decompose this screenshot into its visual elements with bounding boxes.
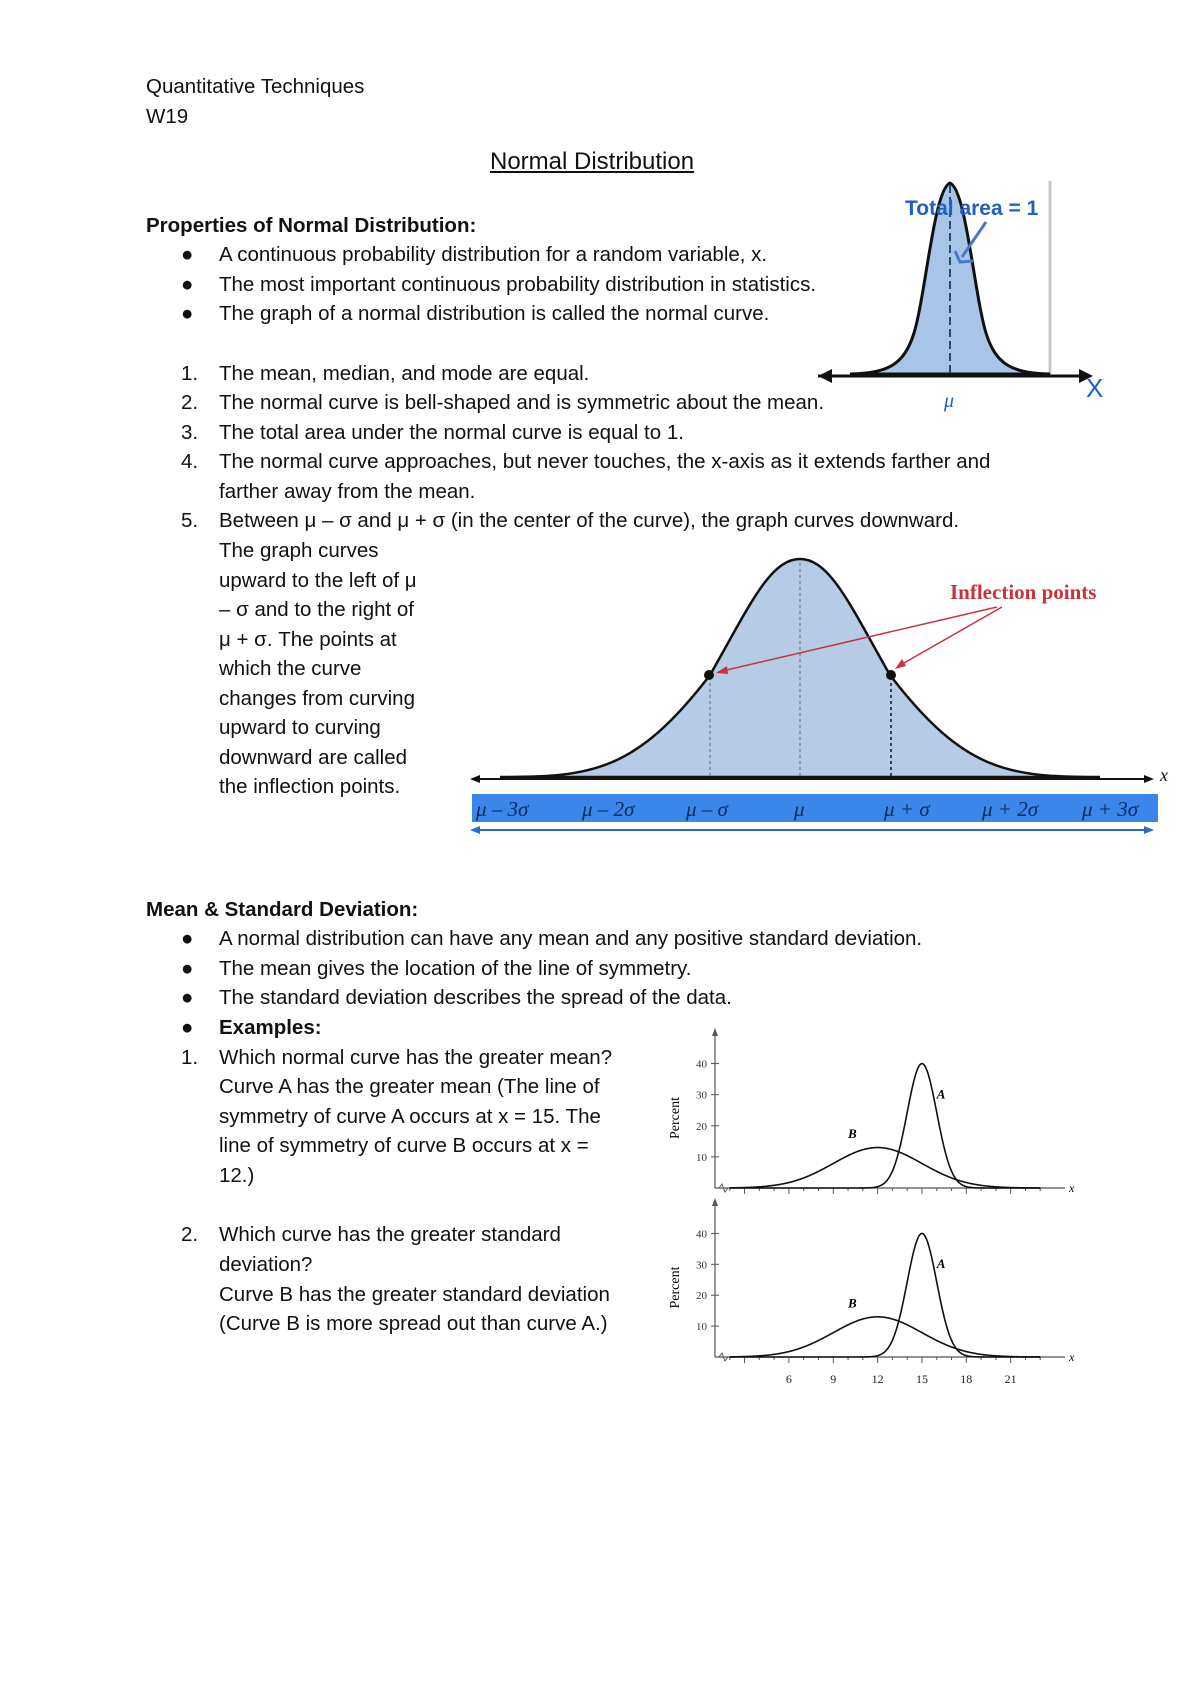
- item-text: The mean, median, and mode are equal.: [219, 362, 590, 385]
- tick-minus-2-sigma: μ – 2σ: [582, 797, 635, 821]
- x-axis-label: x: [1069, 1181, 1075, 1195]
- mu-label: μ: [944, 390, 955, 412]
- x-axis-label: x: [1160, 765, 1168, 785]
- normal-curve-figure: [810, 175, 1104, 412]
- total-area-label: Total area = 1: [905, 197, 1039, 220]
- y-axis-label: Percent: [668, 1097, 683, 1139]
- item-number: 1.: [181, 1046, 199, 1069]
- x-tick-label: 18: [960, 1372, 973, 1386]
- x-tick-label: 9: [830, 1372, 837, 1386]
- tick-plus-2-sigma: μ + 2σ: [982, 797, 1039, 821]
- bullet-text: A continuous probability distribution for a random variable, x.: [219, 243, 768, 266]
- bullet-text: A normal distribution can have any mean and any positive standard deviation.: [219, 927, 923, 950]
- mean-sd-heading: Mean & Standard Deviation:: [146, 898, 419, 921]
- x-axis-label: X: [1086, 373, 1104, 403]
- item-text: farther away from the mean.: [219, 480, 476, 503]
- properties-heading: Properties of Normal Distribution:: [146, 214, 477, 237]
- item-number: 5.: [181, 509, 199, 532]
- item-number: 1.: [181, 362, 199, 385]
- y-axis-label: Percent: [668, 1266, 683, 1309]
- bullet-marker: ●: [181, 986, 194, 1009]
- y-tick-label: 10: [696, 1151, 707, 1164]
- x-tick-label: 6: [785, 1372, 792, 1386]
- y-axis-arrow-icon: [712, 1028, 718, 1036]
- page-title: Normal Distribution: [490, 148, 695, 175]
- tick-minus-3-sigma: μ – 3σ: [476, 797, 529, 821]
- inflection-paragraph: The graph curves upward to the left of μ – σ and to the right of μ + σ. The points at which the curve changes from curving upward to curving downward are called the inflection points.: [219, 539, 417, 798]
- pointer-arrowhead-icon: [895, 659, 906, 669]
- item-number: 2.: [181, 391, 199, 414]
- y-tick-label: 30: [696, 1089, 707, 1102]
- curves-chart-bottom: [650, 1200, 1090, 1395]
- y-tick-label: 20: [696, 1120, 707, 1133]
- inflection-point-left: [704, 670, 714, 680]
- bullet-marker: ●: [181, 1016, 194, 1039]
- curve-b-label: B: [848, 1295, 857, 1311]
- x-axis-label: x: [1069, 1350, 1075, 1364]
- bullet-marker: ●: [181, 957, 194, 980]
- left-arrowhead-icon: [818, 369, 832, 383]
- y-tick-label: 20: [696, 1290, 707, 1303]
- x-tick-label: 12: [871, 1372, 884, 1386]
- x-tick-label: 21: [1004, 1372, 1017, 1386]
- bullet-text: The graph of a normal distribution is called the normal curve.: [219, 302, 770, 325]
- item-number: 3.: [181, 421, 199, 444]
- left-arrowhead-icon: [470, 826, 480, 834]
- course-name: Quantitative Techniques: [146, 75, 365, 98]
- right-arrowhead-icon: [1144, 826, 1154, 834]
- curves-chart-top: [650, 1030, 1090, 1200]
- example-question: Which normal curve has the greater mean?: [219, 1046, 613, 1069]
- item-text: The normal curve is bell-shaped and is symmetric about the mean.: [219, 391, 825, 414]
- bullet-text: The standard deviation describes the spread of the data.: [219, 986, 732, 1009]
- example-1-answer: Curve A has the greater mean (The line of symmetry of curve A occurs at x = 15. The line of symmetry of curve B occurs at x = 12.): [219, 1075, 601, 1187]
- bullet-marker: ●: [181, 302, 194, 325]
- right-arrowhead-icon: [1144, 775, 1154, 783]
- curve-a-label: A: [936, 1256, 946, 1272]
- tick-plus-sigma: μ + σ: [884, 797, 930, 821]
- tick-plus-3-sigma: μ + 3σ: [1082, 797, 1139, 821]
- pointer-line-right: [897, 607, 1002, 667]
- tick-mu: μ: [794, 797, 805, 821]
- left-arrowhead-icon: [470, 775, 480, 783]
- bullet-text: Examples:: [219, 1016, 322, 1039]
- item-text: Between μ – σ and μ + σ (in the center of the curve), the graph curves downward.: [219, 509, 960, 532]
- bullet-marker: ●: [181, 243, 194, 266]
- sigma-tick-band: [472, 794, 1158, 822]
- item-text: The normal curve approaches, but never touches, the x-axis as it extends farther and: [219, 450, 991, 473]
- inflection-points-figure: [470, 555, 1170, 840]
- bullet-text: The most important continuous probability distribution in statistics.: [219, 273, 817, 296]
- y-axis-arrow-icon: [712, 1198, 718, 1206]
- example-2-answer: deviation? Curve B has the greater standard deviation (Curve B is more spread out than curve A.): [219, 1253, 610, 1335]
- bullet-text: The mean gives the location of the line of symmetry.: [219, 957, 692, 980]
- item-text: The total area under the normal curve is equal to 1.: [219, 421, 684, 444]
- curve-b-label: B: [848, 1126, 857, 1142]
- example-question: Which curve has the greater standard: [219, 1223, 561, 1246]
- item-number: 4.: [181, 450, 199, 473]
- item-number: 2.: [181, 1223, 199, 1246]
- inflection-points-label: Inflection points: [950, 580, 1097, 604]
- term-code: W19: [146, 105, 189, 128]
- curve-a: [730, 1064, 1040, 1188]
- y-tick-label: 30: [696, 1259, 707, 1272]
- y-tick-label: 40: [696, 1228, 707, 1241]
- y-tick-label: 40: [696, 1058, 707, 1071]
- tick-minus-sigma: μ – σ: [686, 797, 728, 821]
- y-tick-label: 10: [696, 1321, 707, 1334]
- bullet-marker: ●: [181, 927, 194, 950]
- curve-a: [730, 1233, 1040, 1357]
- curve-a-label: A: [936, 1086, 946, 1102]
- x-tick-label: 15: [915, 1372, 928, 1386]
- bullet-marker: ●: [181, 273, 194, 296]
- inflection-point-right: [886, 670, 896, 680]
